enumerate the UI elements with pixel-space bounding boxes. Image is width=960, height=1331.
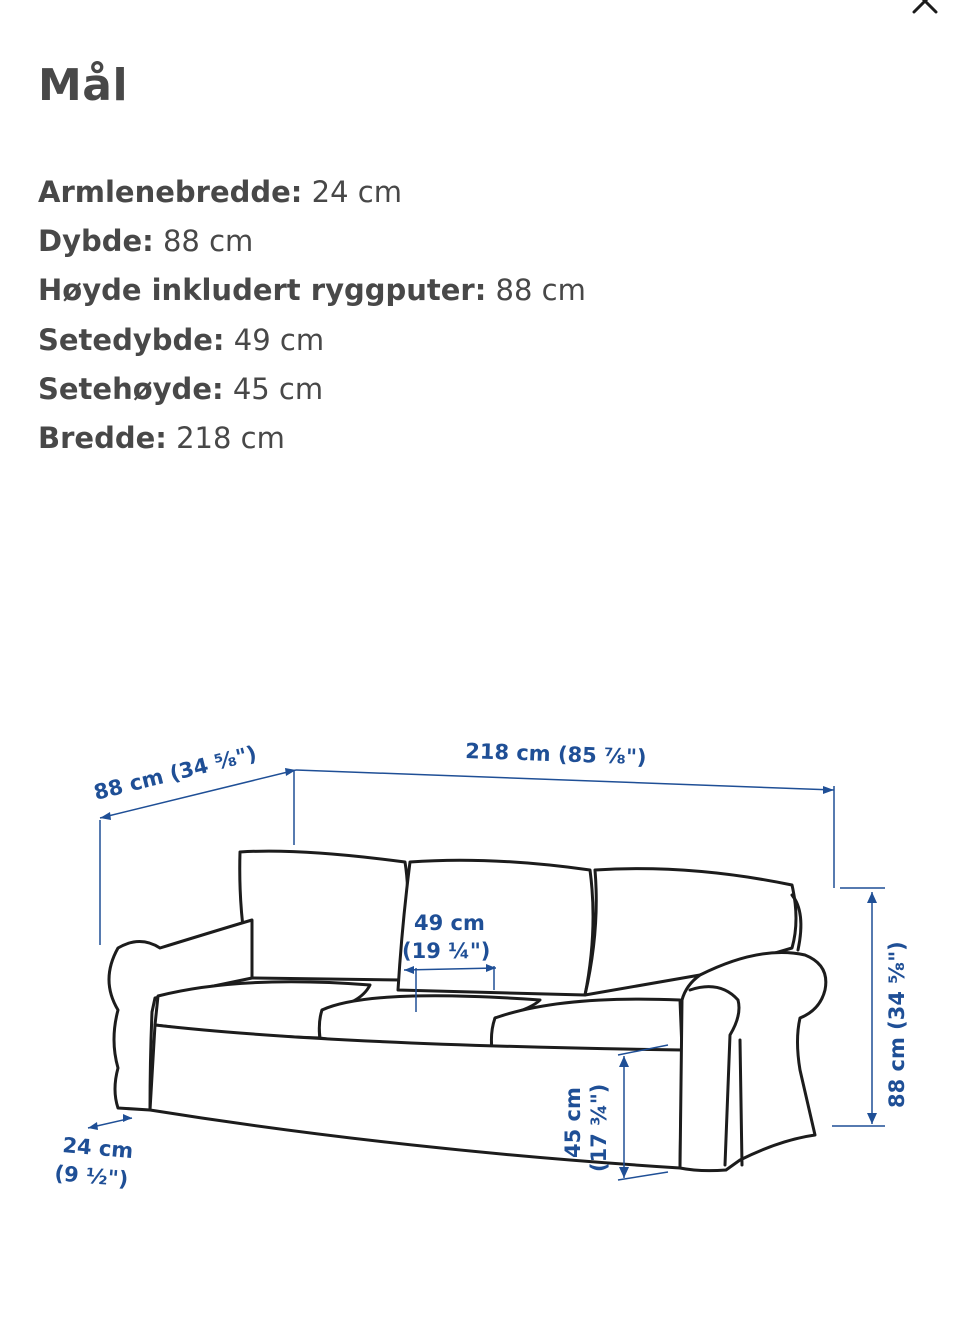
spec-width xyxy=(38,414,586,463)
sofa-illustration xyxy=(109,851,826,1171)
dimension-list xyxy=(38,168,586,463)
spec-value: 45 cm xyxy=(232,371,324,406)
armrest-right xyxy=(680,953,826,1171)
spec-seat-depth xyxy=(38,316,586,365)
spec-armrest-width xyxy=(38,168,586,217)
spec-value: 218 cm xyxy=(176,421,285,456)
sofa-dimension-drawing xyxy=(50,720,930,1220)
close-icon[interactable] xyxy=(910,0,940,16)
width-dimension-label: 218 cm (85 ⁷⁄₈") xyxy=(464,739,647,770)
arm-width-in-label: (9 ½") xyxy=(53,1161,130,1192)
spec-height xyxy=(38,266,586,315)
arrow-icon xyxy=(123,1114,132,1122)
arrow-icon xyxy=(619,1167,629,1178)
arrow-icon xyxy=(100,812,111,820)
spec-label: Bredde: xyxy=(38,421,167,456)
seat-depth-cm-label: 49 cm xyxy=(414,911,485,935)
spec-value: 88 cm xyxy=(495,273,586,308)
arm-width-cm-label: 24 cm xyxy=(61,1133,135,1164)
arrow-icon xyxy=(88,1122,98,1130)
spec-value: 88 cm xyxy=(162,224,254,259)
spec-depth xyxy=(38,217,586,266)
spec-label: Dybde: xyxy=(38,224,154,259)
spec-label: Setedybde: xyxy=(38,322,225,357)
seat-height-cm-label: 45 cm xyxy=(561,1087,585,1158)
page-title: Mål xyxy=(38,60,129,111)
arrow-icon xyxy=(867,892,877,903)
back-cushion-left xyxy=(240,851,408,980)
height-dimension-label: 88 cm (34 ⁵⁄₈") xyxy=(885,941,909,1108)
spec-label: Armlenebredde: xyxy=(38,175,303,209)
seat-height-in-label: (17 ¾") xyxy=(587,1083,611,1172)
spec-value: 24 cm xyxy=(311,175,402,209)
width-dim-line xyxy=(296,770,834,790)
spec-label: Setehøyde: xyxy=(38,371,224,406)
arrow-icon xyxy=(823,786,834,794)
spec-value: 49 cm xyxy=(233,322,325,357)
seat-depth-in-label: (19 ¼") xyxy=(402,939,491,963)
spec-seat-height xyxy=(38,365,586,414)
skirt-pleat xyxy=(740,1040,742,1165)
arrow-icon xyxy=(867,1113,877,1124)
depth-dimension-label: 88 cm (34 ⁵⁄₈") xyxy=(91,741,260,805)
spec-label: Høyde inkludert ryggputer: xyxy=(38,273,487,308)
sofa-drawing-svg xyxy=(50,720,930,1220)
